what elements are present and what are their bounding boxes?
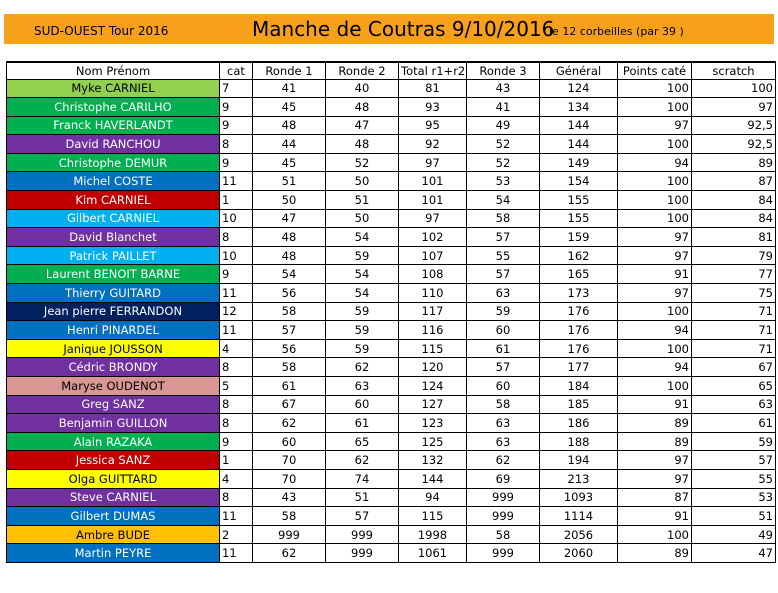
ronde2-score: 51 bbox=[326, 488, 399, 507]
col-header-scratch: scratch bbox=[692, 62, 776, 79]
player-name: Christophe CARILHO bbox=[7, 98, 220, 117]
scratch-score: 65 bbox=[692, 377, 776, 396]
scratch-score: 71 bbox=[692, 302, 776, 321]
scratch-score: 61 bbox=[692, 414, 776, 433]
points-cate: 89 bbox=[618, 414, 692, 433]
ronde2-score: 999 bbox=[326, 525, 399, 544]
general-score: 154 bbox=[540, 172, 618, 191]
general-score: 155 bbox=[540, 191, 618, 210]
table-row bbox=[7, 246, 776, 265]
player-name: Patrick PAILLET bbox=[7, 246, 220, 265]
points-cate: 100 bbox=[618, 135, 692, 154]
player-name: Benjamin GUILLON bbox=[7, 414, 220, 433]
category: 9 bbox=[220, 265, 253, 284]
ronde1-score: 45 bbox=[253, 98, 326, 117]
ronde2-score: 999 bbox=[326, 544, 399, 563]
points-cate: 100 bbox=[618, 209, 692, 228]
total-r1r2: 108 bbox=[399, 265, 467, 284]
ronde3-score: 43 bbox=[467, 79, 540, 98]
table-row bbox=[7, 339, 776, 358]
scratch-score: 57 bbox=[692, 451, 776, 470]
table-row bbox=[7, 395, 776, 414]
ronde2-score: 48 bbox=[326, 98, 399, 117]
ronde3-score: 58 bbox=[467, 395, 540, 414]
table-row bbox=[7, 377, 776, 396]
ronde3-score: 999 bbox=[467, 507, 540, 526]
ronde1-score: 61 bbox=[253, 377, 326, 396]
ronde3-score: 57 bbox=[467, 228, 540, 247]
total-r1r2: 127 bbox=[399, 395, 467, 414]
table-row bbox=[7, 284, 776, 303]
table-row bbox=[7, 358, 776, 377]
total-r1r2: 115 bbox=[399, 507, 467, 526]
general-score: 149 bbox=[540, 153, 618, 172]
points-cate: 100 bbox=[618, 79, 692, 98]
total-r1r2: 102 bbox=[399, 228, 467, 247]
scratch-score: 63 bbox=[692, 395, 776, 414]
general-score: 185 bbox=[540, 395, 618, 414]
ronde1-score: 47 bbox=[253, 209, 326, 228]
ronde2-score: 59 bbox=[326, 339, 399, 358]
general-score: 159 bbox=[540, 228, 618, 247]
player-name: Jessica SANZ bbox=[7, 451, 220, 470]
ronde1-score: 54 bbox=[253, 265, 326, 284]
scratch-score: 71 bbox=[692, 321, 776, 340]
ronde1-score: 48 bbox=[253, 246, 326, 265]
table-row bbox=[7, 116, 776, 135]
ronde3-score: 52 bbox=[467, 135, 540, 154]
ronde2-score: 62 bbox=[326, 451, 399, 470]
ronde3-score: 55 bbox=[467, 246, 540, 265]
category: 8 bbox=[220, 228, 253, 247]
scratch-score: 100 bbox=[692, 79, 776, 98]
scratch-score: 84 bbox=[692, 209, 776, 228]
table-row bbox=[7, 507, 776, 526]
ronde3-score: 999 bbox=[467, 488, 540, 507]
player-name: Steve CARNIEL bbox=[7, 488, 220, 507]
total-r1r2: 116 bbox=[399, 321, 467, 340]
general-score: 144 bbox=[540, 135, 618, 154]
player-name: Ambre BUDE bbox=[7, 525, 220, 544]
general-score: 2060 bbox=[540, 544, 618, 563]
points-cate: 97 bbox=[618, 116, 692, 135]
general-score: 177 bbox=[540, 358, 618, 377]
general-score: 144 bbox=[540, 116, 618, 135]
table-row bbox=[7, 525, 776, 544]
player-name: Gilbert CARNIEL bbox=[7, 209, 220, 228]
points-cate: 100 bbox=[618, 98, 692, 117]
ronde2-score: 59 bbox=[326, 302, 399, 321]
category: 11 bbox=[220, 172, 253, 191]
ronde2-score: 51 bbox=[326, 191, 399, 210]
ronde2-score: 62 bbox=[326, 358, 399, 377]
category: 8 bbox=[220, 358, 253, 377]
ronde1-score: 58 bbox=[253, 358, 326, 377]
player-name: Cédric BRONDY bbox=[7, 358, 220, 377]
ronde1-score: 70 bbox=[253, 469, 326, 488]
player-name: Jean pierre FERRANDON bbox=[7, 302, 220, 321]
points-cate: 91 bbox=[618, 265, 692, 284]
category: 10 bbox=[220, 246, 253, 265]
ronde2-score: 50 bbox=[326, 209, 399, 228]
points-cate: 89 bbox=[618, 432, 692, 451]
table-row bbox=[7, 98, 776, 117]
scratch-score: 84 bbox=[692, 191, 776, 210]
category: 4 bbox=[220, 339, 253, 358]
general-score: 194 bbox=[540, 451, 618, 470]
table-row bbox=[7, 488, 776, 507]
ronde3-score: 999 bbox=[467, 544, 540, 563]
total-r1r2: 123 bbox=[399, 414, 467, 433]
points-cate: 87 bbox=[618, 488, 692, 507]
category: 11 bbox=[220, 507, 253, 526]
points-cate: 100 bbox=[618, 302, 692, 321]
points-cate: 100 bbox=[618, 525, 692, 544]
ronde2-score: 61 bbox=[326, 414, 399, 433]
category: 7 bbox=[220, 79, 253, 98]
scratch-score: 97 bbox=[692, 98, 776, 117]
category: 9 bbox=[220, 153, 253, 172]
scratch-score: 75 bbox=[692, 284, 776, 303]
ronde1-score: 41 bbox=[253, 79, 326, 98]
general-score: 176 bbox=[540, 321, 618, 340]
ronde1-score: 44 bbox=[253, 135, 326, 154]
scratch-score: 87 bbox=[692, 172, 776, 191]
total-r1r2: 97 bbox=[399, 153, 467, 172]
ronde3-score: 53 bbox=[467, 172, 540, 191]
points-cate: 97 bbox=[618, 246, 692, 265]
total-r1r2: 1998 bbox=[399, 525, 467, 544]
ronde3-score: 62 bbox=[467, 451, 540, 470]
points-cate: 94 bbox=[618, 153, 692, 172]
total-r1r2: 1061 bbox=[399, 544, 467, 563]
ronde2-score: 74 bbox=[326, 469, 399, 488]
points-cate: 100 bbox=[618, 377, 692, 396]
general-score: 1093 bbox=[540, 488, 618, 507]
scratch-score: 71 bbox=[692, 339, 776, 358]
points-cate: 100 bbox=[618, 191, 692, 210]
general-score: 176 bbox=[540, 339, 618, 358]
ronde1-score: 67 bbox=[253, 395, 326, 414]
category: 8 bbox=[220, 488, 253, 507]
page-title: Manche de Coutras 9/10/2016 bbox=[252, 17, 555, 41]
general-score: 186 bbox=[540, 414, 618, 433]
category: 8 bbox=[220, 414, 253, 433]
scratch-score: 79 bbox=[692, 246, 776, 265]
general-score: 213 bbox=[540, 469, 618, 488]
player-name: Christophe DEMUR bbox=[7, 153, 220, 172]
general-score: 184 bbox=[540, 377, 618, 396]
total-r1r2: 125 bbox=[399, 432, 467, 451]
ronde3-score: 58 bbox=[467, 525, 540, 544]
col-header-ronde2: Ronde 2 bbox=[326, 62, 399, 79]
total-r1r2: 144 bbox=[399, 469, 467, 488]
ronde1-score: 45 bbox=[253, 153, 326, 172]
player-name: Laurent BENOIT BARNE bbox=[7, 265, 220, 284]
ronde2-score: 40 bbox=[326, 79, 399, 98]
ronde1-score: 999 bbox=[253, 525, 326, 544]
ronde3-score: 54 bbox=[467, 191, 540, 210]
general-score: 1114 bbox=[540, 507, 618, 526]
scratch-score: 53 bbox=[692, 488, 776, 507]
ronde2-score: 52 bbox=[326, 153, 399, 172]
table-row bbox=[7, 432, 776, 451]
total-r1r2: 97 bbox=[399, 209, 467, 228]
table-row bbox=[7, 209, 776, 228]
table-row bbox=[7, 172, 776, 191]
total-r1r2: 94 bbox=[399, 488, 467, 507]
scratch-score: 92,5 bbox=[692, 116, 776, 135]
player-name: Thierry GUITARD bbox=[7, 284, 220, 303]
ronde3-score: 58 bbox=[467, 209, 540, 228]
category: 11 bbox=[220, 544, 253, 563]
ronde3-score: 49 bbox=[467, 116, 540, 135]
player-name: David Blanchet bbox=[7, 228, 220, 247]
ronde3-score: 63 bbox=[467, 414, 540, 433]
ronde2-score: 54 bbox=[326, 265, 399, 284]
total-r1r2: 101 bbox=[399, 172, 467, 191]
total-r1r2: 101 bbox=[399, 191, 467, 210]
general-score: 134 bbox=[540, 98, 618, 117]
ronde1-score: 62 bbox=[253, 544, 326, 563]
total-r1r2: 93 bbox=[399, 98, 467, 117]
tour-label: SUD-OUEST Tour 2016 bbox=[34, 24, 169, 38]
category: 8 bbox=[220, 135, 253, 154]
player-name: Greg SANZ bbox=[7, 395, 220, 414]
player-name: Alain RAZAKA bbox=[7, 432, 220, 451]
category: 9 bbox=[220, 432, 253, 451]
category: 1 bbox=[220, 191, 253, 210]
scratch-score: 47 bbox=[692, 544, 776, 563]
ronde1-score: 62 bbox=[253, 414, 326, 433]
ronde3-score: 59 bbox=[467, 302, 540, 321]
player-name: Kim CARNIEL bbox=[7, 191, 220, 210]
ronde2-score: 47 bbox=[326, 116, 399, 135]
general-score: 176 bbox=[540, 302, 618, 321]
ronde1-score: 60 bbox=[253, 432, 326, 451]
header-banner bbox=[4, 14, 774, 44]
table-row bbox=[7, 321, 776, 340]
ronde3-score: 69 bbox=[467, 469, 540, 488]
results-body bbox=[7, 79, 776, 562]
scratch-score: 81 bbox=[692, 228, 776, 247]
category: 12 bbox=[220, 302, 253, 321]
table-row bbox=[7, 451, 776, 470]
general-score: 165 bbox=[540, 265, 618, 284]
ronde3-score: 52 bbox=[467, 153, 540, 172]
ronde2-score: 63 bbox=[326, 377, 399, 396]
ronde2-score: 54 bbox=[326, 284, 399, 303]
col-header-points: Points caté bbox=[618, 62, 692, 79]
category: 4 bbox=[220, 469, 253, 488]
points-cate: 100 bbox=[618, 339, 692, 358]
total-r1r2: 117 bbox=[399, 302, 467, 321]
ronde2-score: 65 bbox=[326, 432, 399, 451]
table-row bbox=[7, 228, 776, 247]
total-r1r2: 124 bbox=[399, 377, 467, 396]
ronde1-score: 48 bbox=[253, 228, 326, 247]
ronde1-score: 58 bbox=[253, 507, 326, 526]
player-name: Janique JOUSSON bbox=[7, 339, 220, 358]
ronde1-score: 51 bbox=[253, 172, 326, 191]
player-name: Olga GUITTARD bbox=[7, 469, 220, 488]
ronde1-score: 50 bbox=[253, 191, 326, 210]
course-note: le 12 corbeilles (par 39 ) bbox=[549, 25, 684, 38]
player-name: Maryse OUDENOT bbox=[7, 377, 220, 396]
total-r1r2: 107 bbox=[399, 246, 467, 265]
total-r1r2: 115 bbox=[399, 339, 467, 358]
player-name: Myke CARNIEL bbox=[7, 79, 220, 98]
col-header-name: Nom Prénom bbox=[7, 62, 220, 79]
table-row bbox=[7, 414, 776, 433]
category: 9 bbox=[220, 98, 253, 117]
points-cate: 94 bbox=[618, 321, 692, 340]
total-r1r2: 92 bbox=[399, 135, 467, 154]
player-name: David RANCHOU bbox=[7, 135, 220, 154]
points-cate: 94 bbox=[618, 358, 692, 377]
total-r1r2: 110 bbox=[399, 284, 467, 303]
ronde2-score: 59 bbox=[326, 321, 399, 340]
points-cate: 89 bbox=[618, 544, 692, 563]
scratch-score: 89 bbox=[692, 153, 776, 172]
ronde3-score: 41 bbox=[467, 98, 540, 117]
ronde1-score: 70 bbox=[253, 451, 326, 470]
category: 9 bbox=[220, 116, 253, 135]
category: 11 bbox=[220, 321, 253, 340]
results-table bbox=[6, 61, 776, 563]
ronde2-score: 60 bbox=[326, 395, 399, 414]
ronde3-score: 57 bbox=[467, 265, 540, 284]
player-name: Martin PEYRE bbox=[7, 544, 220, 563]
table-row bbox=[7, 79, 776, 98]
ronde3-score: 63 bbox=[467, 432, 540, 451]
ronde2-score: 59 bbox=[326, 246, 399, 265]
table-row bbox=[7, 191, 776, 210]
table-row bbox=[7, 302, 776, 321]
total-r1r2: 95 bbox=[399, 116, 467, 135]
table-row bbox=[7, 544, 776, 563]
ronde3-score: 63 bbox=[467, 284, 540, 303]
ronde1-score: 57 bbox=[253, 321, 326, 340]
points-cate: 100 bbox=[618, 172, 692, 191]
scratch-score: 49 bbox=[692, 525, 776, 544]
general-score: 173 bbox=[540, 284, 618, 303]
scratch-score: 59 bbox=[692, 432, 776, 451]
scratch-score: 51 bbox=[692, 507, 776, 526]
category: 8 bbox=[220, 395, 253, 414]
col-header-ronde1: Ronde 1 bbox=[253, 62, 326, 79]
ronde2-score: 57 bbox=[326, 507, 399, 526]
points-cate: 91 bbox=[618, 395, 692, 414]
col-header-general: Général bbox=[540, 62, 618, 79]
category: 5 bbox=[220, 377, 253, 396]
total-r1r2: 120 bbox=[399, 358, 467, 377]
col-header-cat: cat bbox=[220, 62, 253, 79]
ronde2-score: 50 bbox=[326, 172, 399, 191]
general-score: 162 bbox=[540, 246, 618, 265]
ronde2-score: 48 bbox=[326, 135, 399, 154]
table-row bbox=[7, 469, 776, 488]
ronde1-score: 58 bbox=[253, 302, 326, 321]
category: 2 bbox=[220, 525, 253, 544]
ronde3-score: 60 bbox=[467, 377, 540, 396]
general-score: 188 bbox=[540, 432, 618, 451]
points-cate: 97 bbox=[618, 469, 692, 488]
points-cate: 91 bbox=[618, 507, 692, 526]
ronde1-score: 56 bbox=[253, 339, 326, 358]
player-name: Franck HAVERLANDT bbox=[7, 116, 220, 135]
total-r1r2: 132 bbox=[399, 451, 467, 470]
table-row bbox=[7, 153, 776, 172]
general-score: 2056 bbox=[540, 525, 618, 544]
category: 11 bbox=[220, 284, 253, 303]
ronde2-score: 54 bbox=[326, 228, 399, 247]
ronde1-score: 48 bbox=[253, 116, 326, 135]
header-row bbox=[7, 62, 776, 79]
scratch-score: 67 bbox=[692, 358, 776, 377]
general-score: 124 bbox=[540, 79, 618, 98]
category: 10 bbox=[220, 209, 253, 228]
points-cate: 97 bbox=[618, 228, 692, 247]
col-header-ronde3: Ronde 3 bbox=[467, 62, 540, 79]
ronde1-score: 43 bbox=[253, 488, 326, 507]
player-name: Michel COSTE bbox=[7, 172, 220, 191]
ronde3-score: 61 bbox=[467, 339, 540, 358]
general-score: 155 bbox=[540, 209, 618, 228]
ronde3-score: 57 bbox=[467, 358, 540, 377]
total-r1r2: 81 bbox=[399, 79, 467, 98]
player-name: Henri PINARDEL bbox=[7, 321, 220, 340]
table-row bbox=[7, 135, 776, 154]
ronde1-score: 56 bbox=[253, 284, 326, 303]
points-cate: 97 bbox=[618, 451, 692, 470]
col-header-total: Total r1+r2 bbox=[399, 62, 467, 79]
player-name: Gilbert DUMAS bbox=[7, 507, 220, 526]
points-cate: 97 bbox=[618, 284, 692, 303]
ronde3-score: 60 bbox=[467, 321, 540, 340]
category: 1 bbox=[220, 451, 253, 470]
scratch-score: 92,5 bbox=[692, 135, 776, 154]
scratch-score: 77 bbox=[692, 265, 776, 284]
scratch-score: 55 bbox=[692, 469, 776, 488]
table-row bbox=[7, 265, 776, 284]
